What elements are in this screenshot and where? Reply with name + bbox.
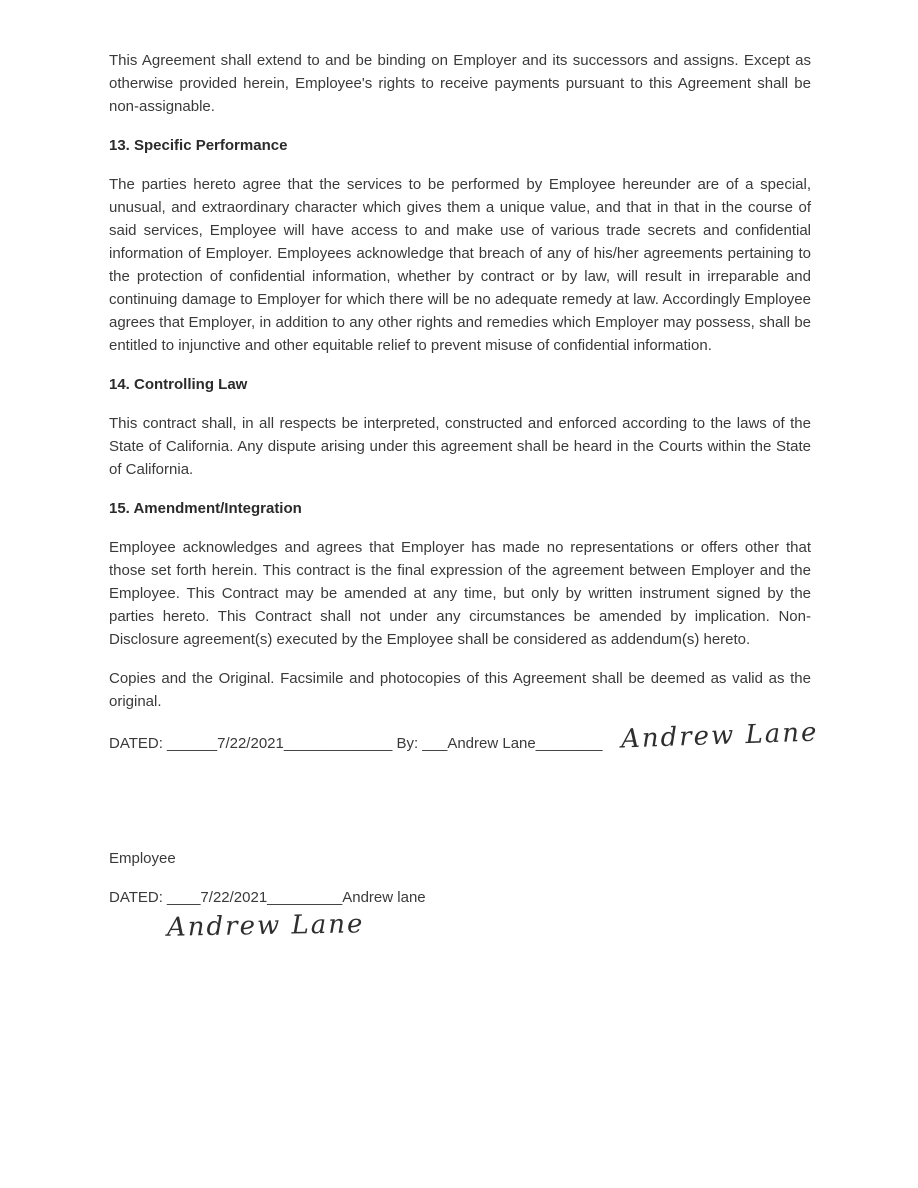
employee-signature: Andrew Lane bbox=[166, 909, 365, 943]
section-body-amendment-integration: Employee acknowledges and agrees that Employer has made no representations or offers other that those set forth herein. This contract is the final expression of the agreement between Employer and the Employee. This Contract may be amended at any time, but only by written instrument signed by the parties hereto. This Contract shall not under any circumstances be amended by implication. Non-Disclosure agreement(s) executed by the Employee shall be considered as addendum(s) hereto. bbox=[109, 539, 811, 648]
employer-signature: Andrew Lane bbox=[620, 717, 819, 755]
section-heading-specific-performance: 13. Specific Performance bbox=[109, 137, 288, 154]
section-body-specific-performance: The parties hereto agree that the services to be performed by Employee hereunder are of a special, unusual, and extraordinary character which gives them a unique value, and that in that in the course of said services, Employee will have access to and make use of various trade secrets and confidential information of Employer. Employees acknowledge that breach of any of his/her agreements pertaining to the protection of confidential information, whether by contract or by law, will result in irreparable and continuing damage to Employer for which there will be no adequate remedy at law. Accordingly Employee agrees that Employer, in addition to any other rights and remedies which Employer may possess, shall be entitled to injunctive and other equitable relief to prevent misuse of confidential information. bbox=[109, 176, 811, 354]
copies-paragraph: Copies and the Original. Facsimile and photocopies of this Agreement shall be deemed as valid as the original. bbox=[109, 670, 811, 710]
employee-dated-line: DATED: ____7/22/2021_________Andrew lane bbox=[109, 889, 426, 906]
section-heading-controlling-law: 14. Controlling Law bbox=[109, 376, 248, 393]
employer-dated-line bbox=[109, 717, 819, 755]
employer-dated-text: DATED: ______7/22/2021_____________ By: ___Andrew Lane________ bbox=[109, 735, 603, 752]
intro-paragraph: This Agreement shall extend to and be binding on Employer and its successors and assigns. Except as otherwise provided herein, Employee's rights to receive payments pursuant to this Agreement shall be non-assignable. bbox=[109, 52, 811, 115]
employee-label: Employee bbox=[109, 850, 176, 867]
section-heading-amendment-integration: 15. Amendment/Integration bbox=[109, 500, 302, 517]
section-body-controlling-law: This contract shall, in all respects be interpreted, constructed and enforced according to the laws of the State of California. Any dispute arising under this agreement shall be heard in the Courts within the State of California. bbox=[109, 415, 811, 478]
